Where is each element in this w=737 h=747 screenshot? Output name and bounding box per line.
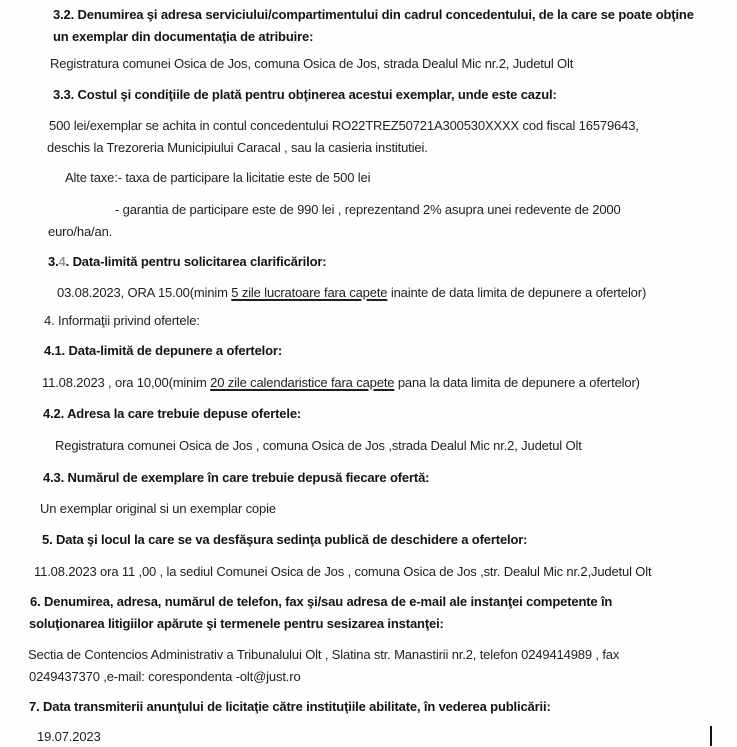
- section-4-1-heading: 4.1. Data-limită de depunere a ofertelor:: [44, 343, 283, 358]
- section-4-2-heading: 4.2. Adresa la care trebuie depuse ofertele:: [43, 406, 302, 421]
- section-5-body: 11.08.2023 ora 11 ,00 , la sediul Comunei Osica de Jos , comuna Osica de Jos ,str. Dealul Mic nr.2,Judetul Olt: [34, 564, 652, 579]
- section-6-heading-line-2: soluţionarea litigiilor apărute şi termenele pentru sesizarea instanţei:: [29, 616, 444, 631]
- offer-deadline-post: pana la data limita de depunere a ofertelor): [394, 375, 640, 390]
- other-taxes-line: Alte taxe:- taxa de participare la licitatie este de 500 lei: [65, 170, 371, 185]
- section-3-4-heading-post: . Data-limită pentru solicitarea clarificărilor:: [65, 254, 327, 269]
- clarification-deadline-pre: 03.08.2023, ORA 15.00(minim: [57, 285, 232, 300]
- offer-deadline-underlined: 20 zile calendaristice fara capete: [210, 375, 395, 390]
- clarification-deadline-line: [57, 285, 646, 301]
- clarification-deadline-underlined: 5 zile lucratoare fara capete: [231, 285, 388, 300]
- section-5-heading: 5. Data şi locul la care se va desfăşura sedinţa publică de deschidere a ofertelor:: [42, 532, 528, 547]
- guarantee-line-2: euro/ha/an.: [48, 224, 113, 239]
- section-6-body-line-1: Sectia de Contencios Administrativ a Tribunalului Olt , Slatina str. Manastirii nr.2, telefon 0249414989 , fax: [28, 647, 620, 662]
- section-3-3-body-line-1: 500 lei/exemplar se achita in contul concedentului RO22TREZ50721A300530XXXX cod fiscal 16579643,: [49, 118, 639, 133]
- section-4-heading: 4. Informaţii privind ofertele:: [44, 313, 200, 328]
- section-3-2-heading-line-2: un exemplar din documentaţia de atribuire:: [53, 29, 314, 44]
- offer-deadline-pre: 11.08.2023 , ora 10,00(minim: [42, 375, 211, 390]
- section-3-2-body-address: Registratura comunei Osica de Jos, comuna Osica de Jos, strada Dealul Mic nr.2, Judetul Olt: [50, 56, 574, 71]
- section-6-heading-line-1: 6. Denumirea, adresa, numărul de telefon, fax şi/sau adresa de e-mail ale instanţei competente în: [30, 594, 613, 609]
- guarantee-line-1: - garantia de participare este de 990 lei , reprezentand 2% asupra unei redevente de 2000: [115, 202, 621, 217]
- section-6-body-line-2: 0249437370 ,e-mail: corespondenta -olt@just.ro: [29, 669, 301, 684]
- section-3-3-body-line-2: deschis la Trezoreria Municipiului Caracal , sau la casieria institutiei.: [47, 140, 428, 155]
- section-3-4-heading-pre: 3.: [48, 254, 59, 269]
- section-3-3-heading: 3.3. Costul şi condiţiile de plată pentru obţinerea acestui exemplar, unde este cazul:: [53, 87, 557, 102]
- section-7-heading: 7. Data transmiterii anunţului de licitaţie către instituţiile abilitate, în vederea publicării:: [29, 699, 551, 714]
- section-7-body-date: 19.07.2023: [37, 729, 101, 744]
- section-4-3-heading: 4.3. Numărul de exemplare în care trebuie depusă fiecare ofertă:: [43, 470, 430, 485]
- section-3-4-heading-faded-digit: 4: [58, 254, 66, 269]
- section-3-4-heading: [48, 254, 326, 270]
- clarification-deadline-post: inainte de data limita de depunere a ofertelor): [387, 285, 647, 300]
- text-cursor-artifact: [710, 726, 712, 746]
- section-4-3-body: Un exemplar original si un exemplar copie: [40, 501, 276, 516]
- offer-deadline-line: [42, 375, 640, 391]
- section-4-2-body-address: Registratura comunei Osica de Jos , comuna Osica de Jos ,strada Dealul Mic nr.2, Judetul Olt: [55, 438, 582, 453]
- section-3-2-heading-line-1: 3.2. Denumirea şi adresa serviciului/compartimentului din cadrul concedentului, de la care se poate obţine: [53, 7, 694, 22]
